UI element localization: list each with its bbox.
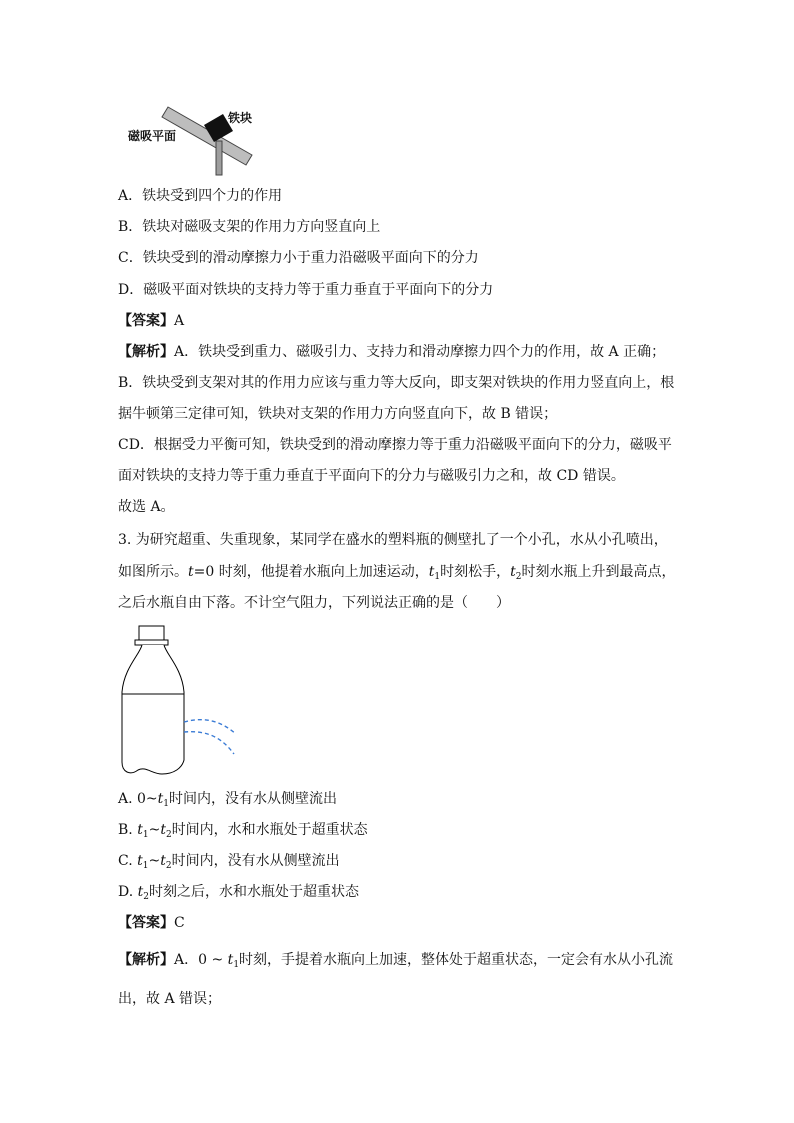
q3-option-a xyxy=(118,790,337,808)
q3-stem-2 xyxy=(118,563,675,581)
option-text: ~ xyxy=(148,822,161,838)
q3-answer xyxy=(118,914,185,932)
q2-analysis-1 xyxy=(118,343,665,361)
analysis-text: 0 ~ xyxy=(198,952,228,968)
option-text: ~ xyxy=(148,853,161,869)
q2-option-a: A．铁块受到四个力的作用 xyxy=(118,188,283,204)
var-t: t xyxy=(227,952,234,968)
var-t: t xyxy=(428,564,435,580)
var-t: t xyxy=(137,884,144,900)
analysis-text: A． xyxy=(174,952,199,968)
q3-option-c xyxy=(118,852,340,870)
q3-stem-3: 之后水瓶自由下落。不计空气阻力，下列说法正确的是（ ） xyxy=(118,595,510,611)
answer-tag: 【答案】 xyxy=(118,915,174,931)
answer-value: A xyxy=(174,313,185,329)
q2-option-c: C．铁块受到的滑动摩擦力小于重力沿磁吸平面向下的分力 xyxy=(118,250,479,266)
q3-option-b xyxy=(118,821,368,839)
var-t: t xyxy=(510,564,516,580)
q3-analysis-1 xyxy=(118,951,673,969)
analysis-tag: 【解析】 xyxy=(118,344,174,360)
analysis-tag: 【解析】 xyxy=(118,952,174,968)
q2-analysis-6: 故选 A。 xyxy=(118,499,175,515)
q3-analysis-2: 出，故 A 错误； xyxy=(118,991,222,1007)
subscript: 2 xyxy=(143,892,150,902)
subscript: 2 xyxy=(165,861,172,871)
subscript: 1 xyxy=(434,572,441,582)
var-t: t xyxy=(137,853,143,869)
q2-option-b: B．铁块对磁吸支架的作用力方向竖直向上 xyxy=(118,219,381,235)
var-t: t xyxy=(137,822,143,838)
q3-option-d xyxy=(118,883,359,901)
q2-analysis-2: B．铁块受到支架对其的作用力应该与重力等大反向，即支架对铁块的作用力竖直向上，根 xyxy=(118,375,675,391)
answer-value: C xyxy=(174,915,185,931)
subscript: 1 xyxy=(233,960,240,970)
stem-text: 如图所示。 xyxy=(118,564,188,580)
option-text: B. xyxy=(118,822,138,838)
subscript: 2 xyxy=(165,830,172,840)
figure-label-block: 铁块 xyxy=(228,111,253,125)
water-bottle-figure xyxy=(118,622,248,782)
q2-option-d: D．磁吸平面对铁块的支持力等于重力垂直于平面向下的分力 xyxy=(118,282,494,298)
q3-stem-1: 3. 为研究超重、失重现象，某同学在盛水的塑料瓶的侧壁扎了一个小孔，水从小孔喷出， xyxy=(118,532,668,548)
option-text: 时间内，没有水从侧壁流出 xyxy=(169,791,338,807)
option-text: D. xyxy=(118,884,138,900)
q2-analysis-4: CD．根据受力平衡可知，铁块受到的滑动摩擦力等于重力沿磁吸平面向下的分力，磁吸平 xyxy=(118,437,672,453)
subscript: 1 xyxy=(142,830,149,840)
stem-text: 时刻松手， xyxy=(440,564,511,580)
var-t: t xyxy=(160,822,166,838)
subscript: 2 xyxy=(515,572,522,582)
option-text: C. xyxy=(118,853,138,869)
var-t: t xyxy=(188,564,194,580)
option-text: A. 0~ xyxy=(118,791,158,807)
q2-analysis-3: 据牛顿第三定律可知，铁块对支架的作用力方向竖直向下，故 B 错误； xyxy=(118,406,558,422)
var-t: t xyxy=(157,791,164,807)
subscript: 1 xyxy=(142,861,149,871)
var-t: t xyxy=(160,853,166,869)
analysis-text: 时刻，手提着水瓶向上加速，整体处于超重状态，一定会有水从小孔流 xyxy=(239,952,674,968)
analysis-text: A．铁块受到重力、磁吸引力、支持力和滑动摩擦力四个力的作用，故 A 正确； xyxy=(174,344,666,360)
option-text: 时刻之后，水和水瓶处于超重状态 xyxy=(149,884,360,900)
answer-tag: 【答案】 xyxy=(118,313,174,329)
stem-text: =0 时刻，他提着水瓶向上加速运动， xyxy=(193,564,429,580)
q2-analysis-5: 面对铁块的支持力等于重力垂直于平面向下的分力与磁吸引力之和，故 CD 错误。 xyxy=(118,468,625,484)
q2-answer xyxy=(118,312,184,330)
figure-label-plane: 磁吸平面 xyxy=(128,129,177,143)
stem-text: 时刻水瓶上升到最高点， xyxy=(521,564,676,580)
option-text: 时间内，没有水从侧壁流出 xyxy=(171,853,340,869)
option-text: 时间内，水和水瓶处于超重状态 xyxy=(171,822,368,838)
subscript: 1 xyxy=(163,799,170,809)
